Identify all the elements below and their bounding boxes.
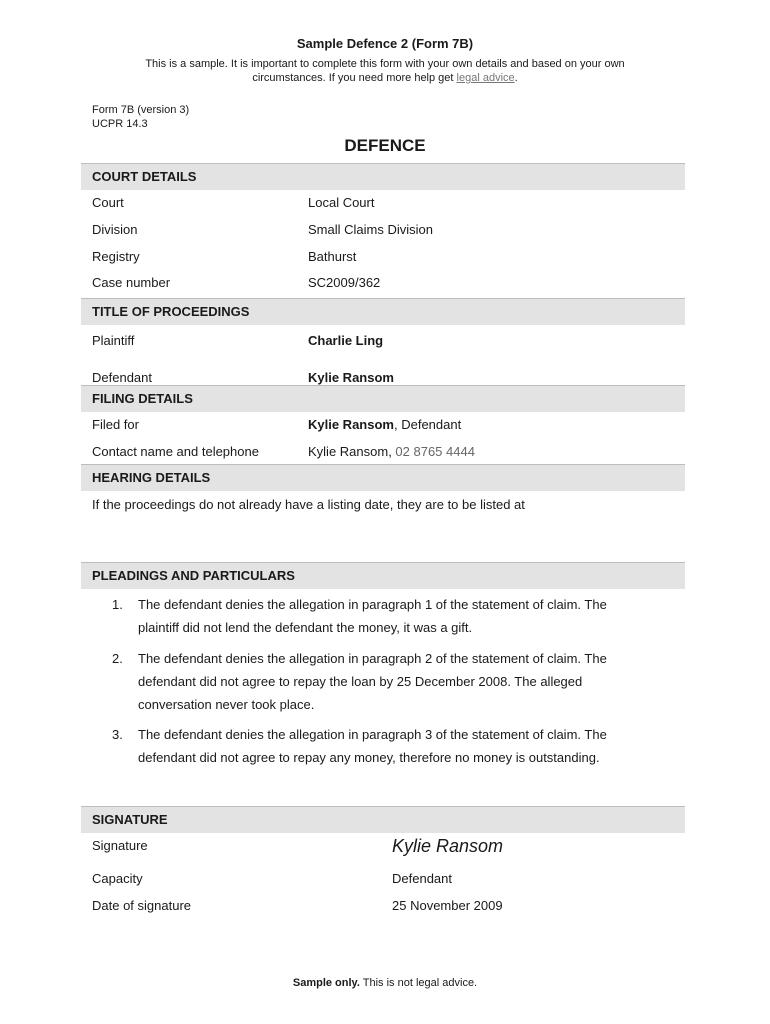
registry-value: Bathurst [308, 249, 357, 264]
pleadings-heading: PLEADINGS AND PARTICULARS [81, 562, 685, 589]
intro-line-2-end: . [514, 72, 518, 84]
hearing-details-text: If the proceedings do not already have a listing date, they are to be listed at [92, 497, 525, 512]
date-of-signature-value: 25 November 2009 [392, 898, 503, 913]
pleading-item-1 [112, 593, 672, 639]
filing-details-heading: FILING DETAILS [81, 385, 685, 412]
intro-line-2-text: circumstances. If you need more help get [252, 72, 457, 84]
hearing-details-heading: HEARING DETAILS [81, 464, 685, 491]
signature-value: Kylie Ransom [392, 836, 504, 856]
signature-label: Signature [92, 838, 148, 853]
footer-bold: Sample only. [292, 977, 360, 989]
filed-for-label: Filed for [92, 417, 139, 432]
pleading-line: The defendant denies the allegation in paragraph 1 of the statement of claim. The [138, 597, 607, 612]
pleading-number: 2. [112, 651, 123, 666]
registry-label: Registry [92, 249, 140, 264]
plaintiff-label: Plaintiff [92, 333, 135, 348]
pleading-line: The defendant denies the allegation in paragraph 3 of the statement of claim. The [138, 727, 607, 742]
contact-phone: 02 8765 4444 [395, 444, 475, 459]
pleading-item-2 [112, 647, 672, 716]
footer-text: This is not legal advice. [359, 977, 478, 989]
pleading-item-3 [112, 723, 672, 769]
pleading-number: 1. [112, 597, 123, 612]
contact-label: Contact name and telephone [92, 444, 259, 459]
court-value: Local Court [308, 195, 375, 210]
division-value: Small Claims Division [308, 222, 433, 237]
filed-for-role: , Defendant [393, 417, 462, 432]
intro-line-1: This is a sample. It is important to complete this form with your own details and based on your own [145, 58, 625, 70]
page-title: Sample Defence 2 (Form 7B) [296, 36, 474, 51]
pleading-line: plaintiff did not lend the defendant the money, it was a gift. [138, 620, 473, 635]
pleading-line: defendant did not agree to repay any money, therefore no money is outstanding. [138, 750, 600, 765]
title-of-proceedings-heading: TITLE OF PROCEEDINGS [81, 298, 685, 325]
date-of-signature-label: Date of signature [92, 898, 192, 913]
legal-advice-link[interactable]: legal advice [456, 72, 515, 84]
case-number-value: SC2009/362 [308, 275, 381, 290]
defendant-label: Defendant [92, 370, 152, 385]
division-label: Division [92, 222, 138, 237]
signature-heading: SIGNATURE [81, 806, 685, 833]
pleading-line: The defendant denies the allegation in paragraph 2 of the statement of claim. The [138, 651, 607, 666]
intro-note [110, 57, 660, 85]
court-label: Court [92, 195, 124, 210]
document-title: DEFENCE [344, 136, 426, 155]
intro-line-2 [110, 71, 660, 85]
footer-note [0, 977, 770, 989]
capacity-value: Defendant [392, 871, 452, 886]
defendant-value: Kylie Ransom [308, 370, 394, 385]
form-rule: UCPR 14.3 [92, 118, 148, 130]
form-meta [92, 103, 189, 131]
pleading-number: 3. [112, 727, 123, 742]
pleading-line: defendant did not agree to repay the loan by 25 December 2008. The alleged [138, 674, 583, 689]
filed-for-value [308, 417, 461, 433]
plaintiff-value: Charlie Ling [308, 333, 384, 348]
filed-for-name: Kylie Ransom [308, 417, 394, 432]
capacity-label: Capacity [92, 871, 143, 886]
court-details-heading: COURT DETAILS [81, 163, 685, 190]
contact-value [308, 444, 475, 460]
form-version: Form 7B (version 3) [92, 104, 190, 116]
case-number-label: Case number [92, 275, 171, 290]
contact-name: Kylie Ransom, [308, 444, 396, 459]
pleading-line: conversation never took place. [138, 697, 315, 712]
